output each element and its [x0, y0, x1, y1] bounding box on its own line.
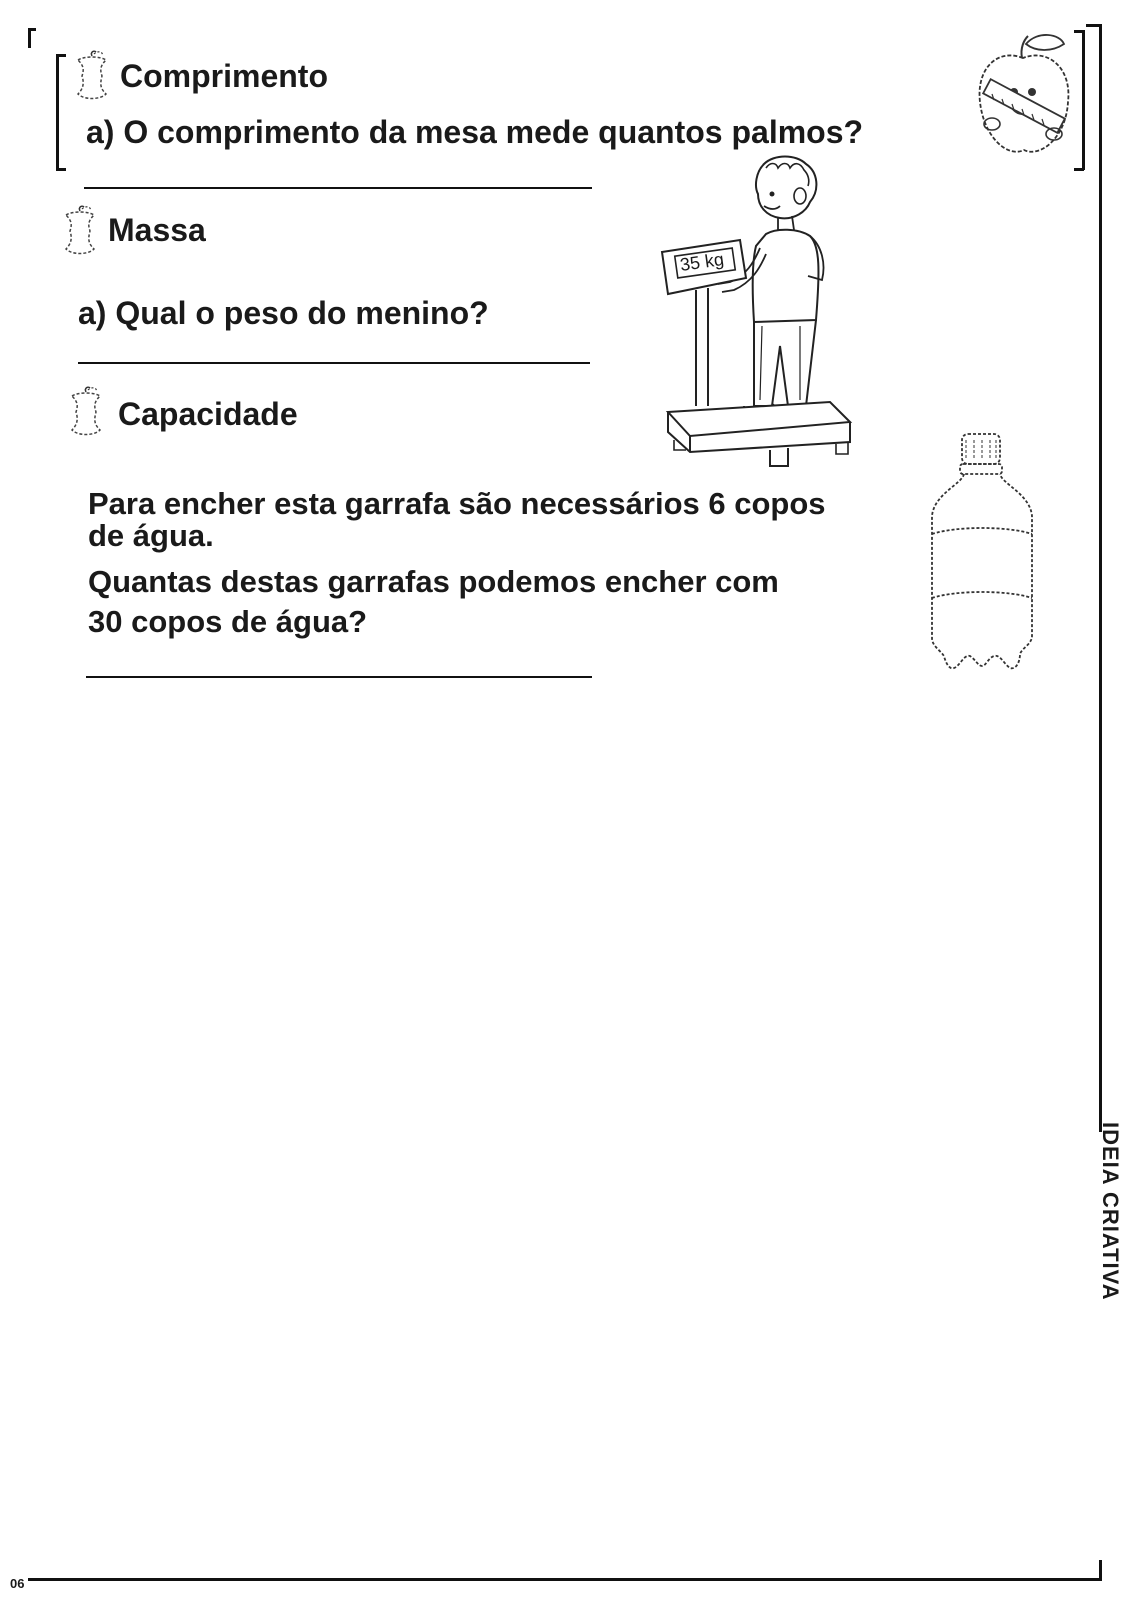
heading-comprimento: Comprimento: [120, 58, 328, 94]
capacidade-line-1: Para encher esta garrafa são necessários 6 copos: [88, 486, 826, 521]
box-left-bracket: [56, 54, 59, 170]
answer-line-capacidade[interactable]: [86, 676, 592, 678]
frame-right-top-tick: [1086, 24, 1102, 27]
capacidade-line-3: Quantas destas garrafas podemos encher com: [88, 564, 779, 599]
apple-core-icon: [58, 203, 102, 259]
page-number: 06: [10, 1576, 25, 1591]
frame-top-left-tick: [28, 28, 36, 31]
question-massa: a) Qual o peso do menino?: [78, 295, 489, 331]
question-comprimento: a) O comprimento da mesa mede quantos palmos?: [86, 114, 864, 150]
answer-line-massa[interactable]: [78, 362, 590, 364]
boy-on-scale-illustration: [660, 150, 872, 486]
box-right-bracket: [1082, 30, 1085, 170]
capacidade-line-4: 30 copos de água?: [88, 604, 368, 639]
brand-label: IDEIA CRIATIVA: [1098, 1122, 1123, 1301]
box-right-bracket-bottom: [1074, 168, 1084, 171]
heading-massa: Massa: [108, 212, 206, 248]
capacidade-line-2: de água.: [88, 518, 214, 553]
bottle-illustration: [926, 430, 1038, 684]
apple-core-icon: [70, 48, 114, 104]
frame-right-vertical: [1099, 24, 1102, 1132]
scale-display-text: 35 kg: [678, 249, 726, 275]
frame-right-bottom-segment: [1099, 1560, 1102, 1580]
box-left-bracket-top: [56, 54, 66, 57]
box-left-bracket-bottom: [56, 168, 66, 171]
frame-left-top-bracket: [28, 28, 31, 48]
answer-line-comprimento[interactable]: [84, 187, 592, 189]
apple-ruler-mascot: [968, 28, 1078, 162]
frame-bottom: [28, 1578, 1102, 1581]
heading-capacidade: Capacidade: [118, 396, 298, 432]
apple-core-icon: [64, 384, 108, 440]
